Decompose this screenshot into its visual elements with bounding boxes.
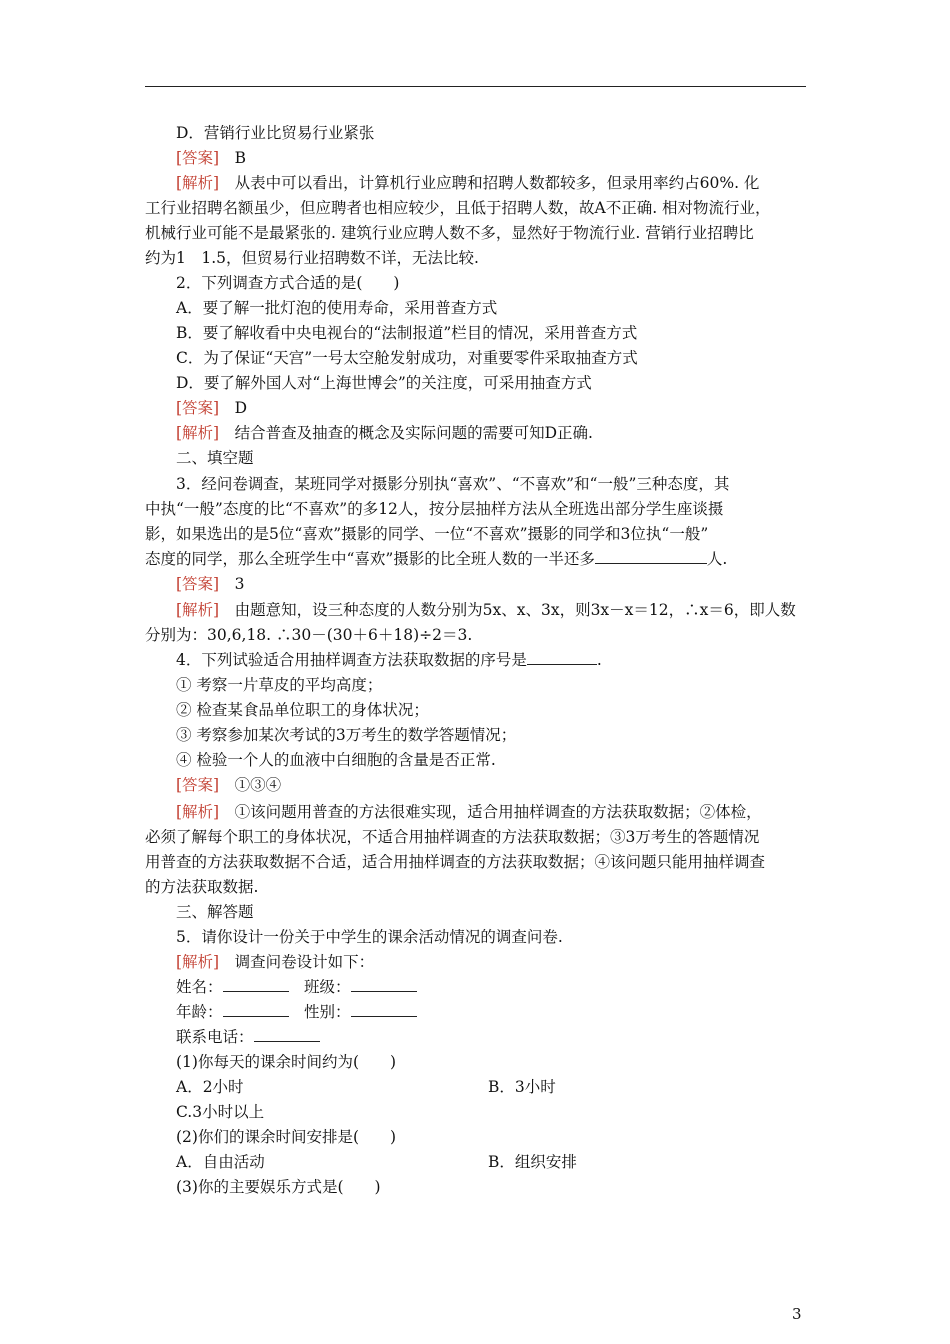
q3-text-end: 人.	[706, 550, 728, 568]
q5-analysis	[176, 950, 806, 975]
q3-analysis-2: 分别为：30,6,18. ∴30－(30＋6＋18)÷2＝3.	[145, 626, 473, 644]
phone-blank	[254, 1026, 320, 1042]
survey-q1-options	[176, 1075, 806, 1100]
survey-q1-option-a: A．2小时	[176, 1078, 244, 1096]
survey-q1: (1)你每天的课余时间约为( )	[176, 1053, 397, 1071]
q4-text-end: .	[596, 651, 602, 669]
answer-tag: [答案]	[176, 149, 220, 167]
q3-answer-blank	[595, 548, 707, 564]
q4-stem	[176, 648, 806, 673]
analysis-prev-3: 机械行业可能不是最紧张的. 建筑行业应聘人数不多，显然好于物流行业. 营销行业招聘比	[145, 224, 754, 242]
analysis-tag: [解析]	[176, 424, 220, 442]
q5-stem: 5．请你设计一份关于中学生的课余活动情况的调查问卷.	[176, 928, 563, 946]
q2-analysis	[176, 421, 806, 446]
answer-value: D	[234, 399, 248, 417]
q2-option-c: C．为了保证“天宫”一号太空舱发射成功，对重要零件采取抽查方式	[176, 349, 638, 367]
survey-q1-option-b: B．3小时	[488, 1078, 556, 1096]
answer-tag: [答案]	[176, 399, 220, 417]
q3-stem-3: 影，如果选出的是5位“喜欢”摄影的同学、一位“不喜欢”摄影的同学和3位执“一般”	[145, 525, 709, 543]
section-answer: 三、解答题	[176, 903, 254, 921]
q4-analysis-1	[176, 800, 806, 825]
q3-stem-4	[145, 547, 806, 572]
q4-text: 4．下列试验适合用抽样调查方法获取数据的序号是	[176, 651, 527, 669]
survey-q2-option-b: B．组织安排	[488, 1153, 577, 1171]
analysis-tag: [解析]	[176, 953, 220, 971]
q2-option-a: A．要了解一批灯泡的使用寿命，采用普查方式	[176, 299, 498, 317]
q4-analysis-4: 的方法获取数据.	[145, 878, 259, 896]
analysis-tag: [解析]	[176, 174, 220, 192]
analysis-tag: [解析]	[176, 601, 220, 619]
analysis-tag: [解析]	[176, 803, 220, 821]
header-rule	[145, 86, 806, 87]
form-row-age-gender	[176, 1000, 806, 1025]
form-row-name-class	[176, 975, 806, 1000]
analysis-text: 由题意知，设三种态度的人数分别为5x、x、3x，则3x－x＝12，∴x＝6，即人数	[234, 601, 796, 619]
class-label: 班级：	[304, 978, 351, 996]
answer-value: 3	[234, 575, 245, 593]
gender-label: 性别：	[304, 1003, 351, 1021]
analysis-prev-1	[176, 171, 806, 196]
age-label: 年龄：	[176, 1003, 223, 1021]
analysis-text: 从表中可以看出，计算机行业应聘和招聘人数都较多，但录用率约占60%. 化	[234, 174, 760, 192]
option-d-prev: D．营销行业比贸易行业紧张	[176, 124, 375, 142]
q3-stem-2: 中执“一般”态度的比“不喜欢”的多12人，按分层抽样方法从全班选出部分学生座谈摄	[145, 500, 724, 518]
q4-item-4: ④ 检验一个人的血液中白细胞的含量是否正常.	[176, 751, 496, 769]
q4-answer-blank	[527, 649, 597, 665]
survey-q3: (3)你的主要娱乐方式是( )	[176, 1178, 381, 1196]
answer-tag: [答案]	[176, 575, 220, 593]
q4-answer	[176, 773, 806, 798]
survey-q2-option-a: A．自由活动	[176, 1153, 265, 1171]
form-row-phone	[176, 1025, 806, 1050]
q4-item-1: ① 考察一片草皮的平均高度；	[176, 676, 383, 694]
name-label: 姓名：	[176, 978, 223, 996]
q3-stem-1: 3．经问卷调查，某班同学对摄影分别执“喜欢”、“不喜欢”和“一般”三种态度，其	[176, 475, 730, 493]
answer-tag: [答案]	[176, 776, 220, 794]
q2-stem: 2．下列调查方式合适的是( )	[176, 274, 400, 292]
analysis-text: 结合普查及抽查的概念及实际问题的需要可知D正确.	[234, 424, 593, 442]
q4-analysis-2: 必须了解每个职工的身体状况，不适合用抽样调查的方法获取数据；③3万考生的答题情况	[145, 828, 760, 846]
q2-option-b: B．要了解收看中央电视台的“法制报道”栏目的情况，采用普查方式	[176, 324, 638, 342]
analysis-prev-2: 工行业招聘名额虽少，但应聘者也相应较少，且低于招聘人数，故A不正确. 相对物流行业，	[145, 199, 771, 217]
q3-answer	[176, 572, 806, 597]
analysis-text: 调查问卷设计如下：	[234, 953, 375, 971]
answer-value: ①③④	[234, 776, 282, 794]
q4-item-2: ② 检查某食品单位职工的身体状况；	[176, 701, 429, 719]
phone-label: 联系电话：	[176, 1028, 254, 1046]
survey-q2: (2)你们的课余时间安排是( )	[176, 1128, 397, 1146]
survey-q2-options	[176, 1150, 806, 1175]
analysis-text: ①该问题用普查的方法很难实现，适合用抽样调查的方法获取数据；②体检，	[234, 803, 762, 821]
section-fill-in: 二、填空题	[176, 449, 254, 467]
class-blank	[351, 976, 417, 992]
survey-q1-option-c: C.3小时以上	[176, 1103, 265, 1121]
q4-analysis-3: 用普查的方法获取数据不合适，适合用抽样调查的方法获取数据；④该问题只能用抽样调查	[145, 853, 766, 871]
q2-answer	[176, 396, 806, 421]
analysis-prev-4: 约为1 1.5，但贸易行业招聘数不详，无法比较.	[145, 249, 479, 267]
gender-blank	[351, 1001, 417, 1017]
q2-option-d: D．要了解外国人对“上海世博会”的关注度，可采用抽查方式	[176, 374, 592, 392]
q3-text: 态度的同学，那么全班学生中“喜欢”摄影的比全班人数的一半还多	[145, 550, 595, 568]
page-number: 3	[792, 1305, 802, 1323]
age-blank	[223, 1001, 289, 1017]
q4-item-3: ③ 考察参加某次考试的3万考生的数学答题情况；	[176, 726, 517, 744]
answer-value: B	[234, 149, 247, 167]
answer-prev	[176, 146, 806, 171]
q3-analysis-1	[176, 598, 806, 623]
name-blank	[223, 976, 289, 992]
